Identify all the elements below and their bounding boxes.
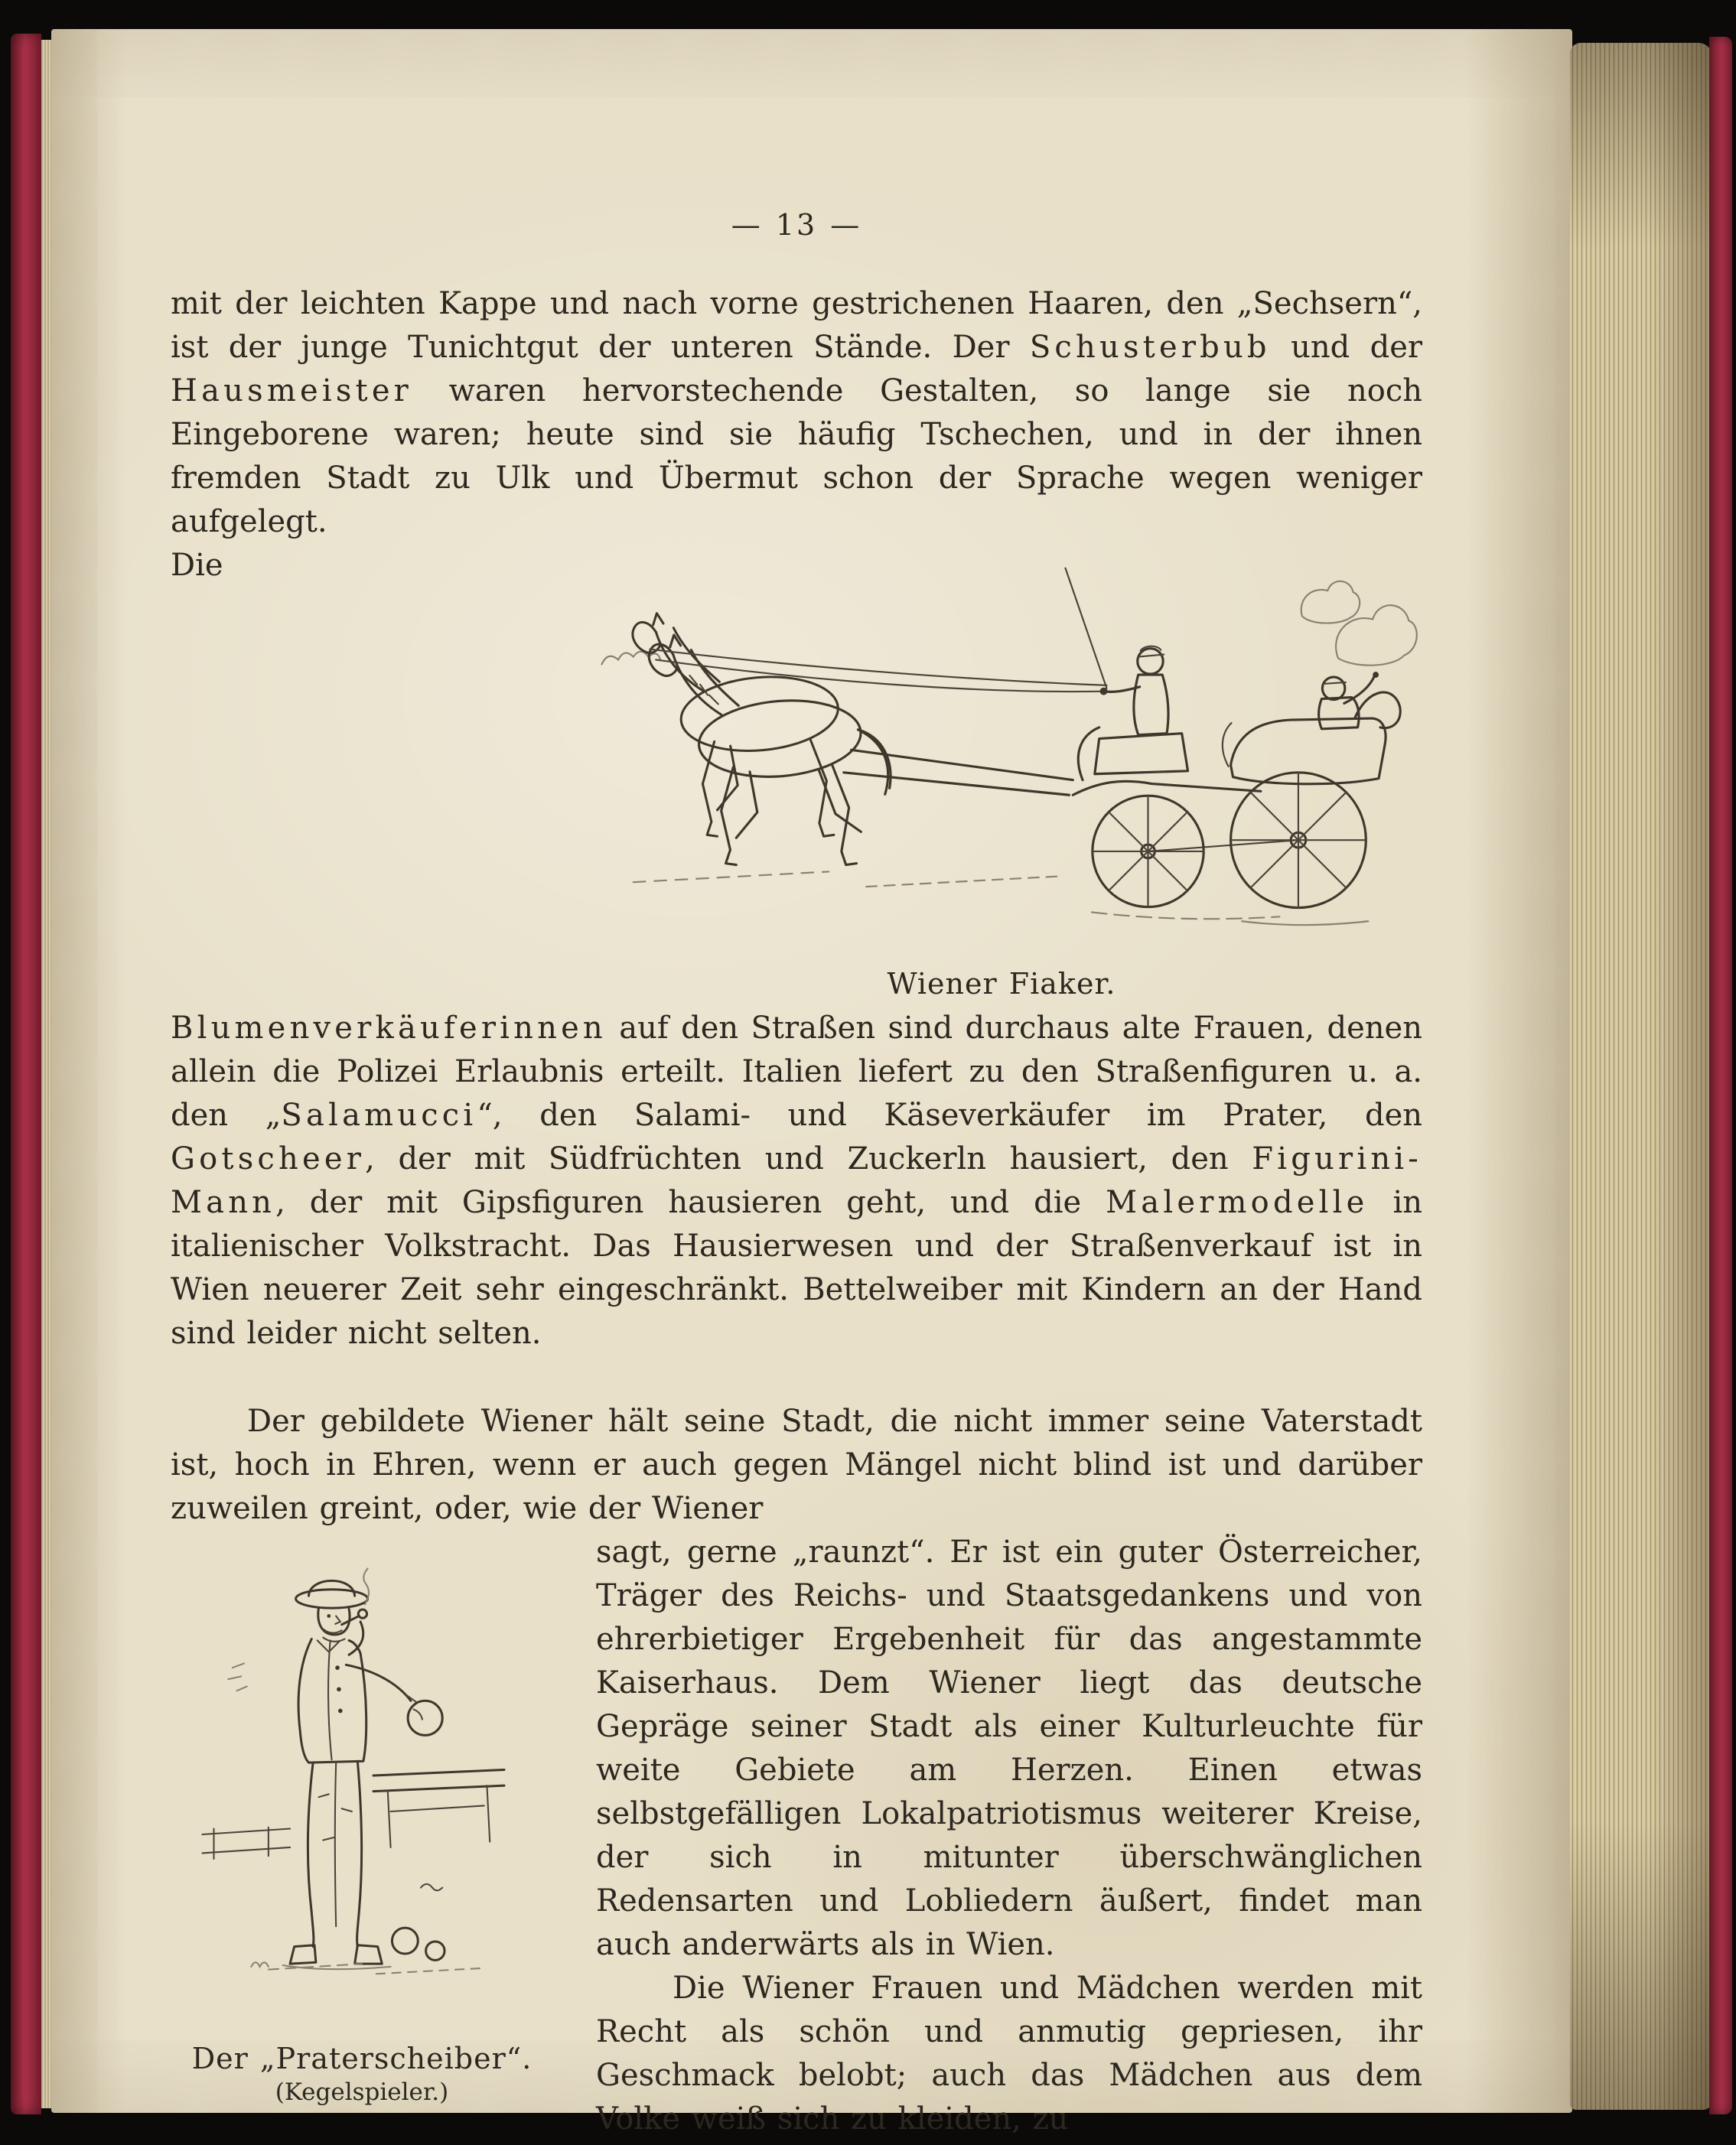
- emphasized-text: Malermodelle: [1106, 1185, 1369, 1220]
- text-run: waren hervorstechende Gestalten, so lange sie noch Eingeborene waren; heute sind sie häufig Tschechen, und in der ihnen fremden Stadt zu Ulk und Übermut schon der Sprache wegen weniger aufgelegt.: [171, 373, 1422, 539]
- text-run: und der: [1270, 330, 1422, 365]
- emphasized-text: Hausmeister: [171, 373, 413, 408]
- paragraph-wiener-pride-a: Der gebildete Wiener hält seine Stadt, die nicht immer seine Vaterstadt ist, hoch in Ehren, wenn er auch gegen Mängel nicht blind ist und darüber zuweilen greint, oder, wie der Wiener: [171, 1404, 1422, 1526]
- text-run: , der mit Südfrüchten und Zuckerln hausiert, den: [365, 1141, 1252, 1177]
- book-page: [51, 29, 1572, 2137]
- emphasized-text: Salamucci: [281, 1098, 477, 1133]
- book-cover-left-edge: [11, 34, 41, 2114]
- emphasized-text: Figurini-Mann: [171, 1141, 1422, 1220]
- emphasized-text: Schusterbub: [1029, 330, 1271, 365]
- page-number: — 13 —: [731, 208, 862, 242]
- paragraph-wiener-pride-b-text: sagt, gerne „raunzt“. Er ist ein guter Österreicher, Träger des Reichs- und Staatsgedankens und von ehrerbietiger Ergebenheit für das angestammte Kaiserhaus. Dem Wiener liegt das deutsche Gepräge seiner Stadt als einer Kulturleuchte für weite Gebiete am Herzen. Einen etwas selbstgefälligen Lokalpatriotismus weiterer Kreise, der sich in mitunter überschwänglichen Redensarten und Lobliedern äußert, findet man auch anderwärts als in Wien.: [596, 1535, 1422, 1962]
- text-run: mit der leichten Kappe und nach vorne gestrichenen Haaren, den „Sechsern“, ist der junge Tunichtgut der unteren Stände. Der: [171, 286, 1422, 365]
- praterscheiber-figure: [171, 1538, 553, 2108]
- left-page-edges: [41, 40, 51, 2108]
- paragraph-wiener-frauen: Die Wiener Frauen und Mädchen werden mit Recht als schön und anmutig gepriesen, ihr Geschmack belobt; auch das Mädchen aus dem Volke weiß sich zu kleiden, zu: [596, 1971, 1422, 2137]
- text-run: “, den Salami- und Käseverkäufer im Prater, den: [477, 1098, 1423, 1133]
- fiaker-caption: Wiener Fiaker.: [887, 967, 1116, 1001]
- emphasized-text: Gotscheer: [171, 1141, 366, 1177]
- text-run: auf den Straßen sind durchaus alte Frauen, denen allein die Polizei Erlaubnis erteilt. Italien liefert zu den Straßenfiguren u. a. den „: [171, 1011, 1422, 1133]
- paragraph-intro-text: [171, 286, 1422, 539]
- text-run: , der mit Gipsfiguren hausieren geht, und die: [275, 1185, 1106, 1220]
- page-content: [171, 203, 1422, 2141]
- paragraph-intro: [171, 282, 1422, 544]
- text-run: in italienischer Volkstracht. Das Hausierwesen und der Straßenverkauf ist in Wien neuerer Zeit sehr eingeschränkt. Bettelweiber mit Kindern an der Hand sind leider nicht selten.: [171, 1185, 1422, 1351]
- page-stack-fore-edge: [1570, 43, 1712, 2110]
- praterscheiber-caption: Der „Praterscheiber“.: [191, 2042, 533, 2075]
- text-run: Die: [171, 548, 223, 583]
- book-cover-right-edge: [1709, 37, 1732, 2114]
- fiaker-illustration: [581, 547, 1422, 938]
- praterscheiber-subcaption: (Kegelspieler.): [275, 2078, 449, 2106]
- kegelspieler-illustration: [182, 1538, 542, 2013]
- fiaker-figure: [581, 547, 1422, 1002]
- emphasized-text: Blumenverkäuferinnen: [171, 1011, 607, 1046]
- paragraph-street-figures: [171, 544, 1422, 1356]
